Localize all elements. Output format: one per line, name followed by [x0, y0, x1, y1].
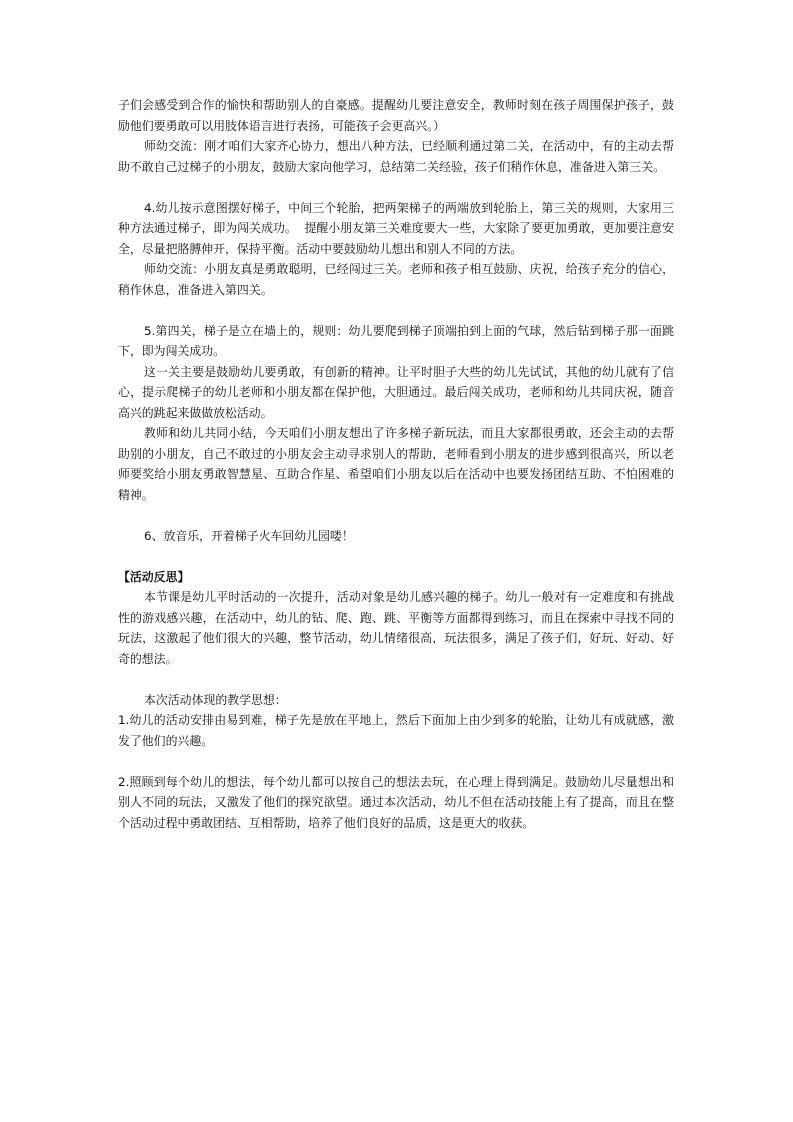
paragraph — [118, 587, 674, 669]
text-line: 玩法，这激起了他们很大的兴趣，整节活动，幼儿情绪很高，玩法很多，满足了孩子们，好玩、好动、好 — [118, 631, 674, 645]
paragraph — [118, 321, 674, 362]
text-line: 发了他们的兴趣。 — [118, 733, 214, 748]
blank-line — [118, 546, 674, 567]
text-line: 稍作休息，准备进入第四关。 — [118, 282, 273, 297]
text-line: 性的游戏感兴趣，在活动中，幼儿的钻、爬、跑、跳、平衡等方面都得到练习，而且在探索中寻找不同的 — [118, 610, 674, 625]
text-line: 个活动过程中勇敢团结、互相帮助，培养了他们良好的品质，这是更大的收获。 — [118, 815, 535, 830]
text-line: 6、放音乐，开着梯子火车回幼儿园喽！ — [144, 528, 354, 543]
blank-line — [118, 505, 674, 526]
text-line: 励他们要勇敢可以用肢体语言进行表扬，可能孩子会更高兴。） — [118, 118, 445, 133]
blank-line — [118, 751, 674, 772]
text-line: 师要奖给小朋友勇敢智慧星、互助合作星、希望咱们小朋友以后在活动中也要发扬团结互助、不怕困难的 — [118, 467, 674, 481]
text-line: 精神。 — [118, 487, 154, 502]
paragraph — [118, 198, 674, 260]
blank-line — [118, 177, 674, 198]
text-line: 子们会感受到合作的愉快和帮助别人的自豪感。提醒幼儿要注意安全，教师时刻在孩子周围保护孩子，鼓 — [118, 98, 674, 112]
text-line: 师幼交流：小朋友真是勇敢聪明，已经闯过三关。老师和孩子相互鼓励、庆祝，给孩子充分的信心， — [144, 262, 674, 276]
text-line: 本节课是幼儿平时活动的一次提升，活动对象是幼儿感兴趣的梯子。幼儿一般对有一定难度和有挑战 — [144, 590, 674, 604]
paragraph — [118, 136, 674, 177]
text-line: 别人不同的玩法，又激发了他们的探究欲望。通过本次活动，幼儿不但在活动技能上有了提高，而且在整 — [118, 795, 674, 809]
text-line: 下，即为闯关成功。 — [118, 344, 226, 358]
text-line: 教师和幼儿共同小结，今天咱们小朋友想出了许多梯子新玩法，而且大家都很勇敢，还会主动的去帮 — [144, 426, 674, 440]
reflection-section — [118, 567, 674, 834]
text-line: 助不敢自己过梯子的小朋友，鼓励大家向他学习，总结第二关经验，孩子们稍作休息，准备进入第三关。 — [118, 159, 665, 174]
paragraph — [118, 362, 674, 424]
paragraph — [118, 526, 674, 547]
paragraph — [118, 259, 674, 300]
text-line: 5.第四关，梯子是立在墙上的，规则：幼儿要爬到梯子顶端拍到上面的气球，然后钻到梯子那一面跳 — [144, 323, 674, 338]
paragraph — [118, 423, 674, 505]
text-line: 2.照顾到每个幼儿的想法，每个幼儿都可以按自己的想法去玩，在心理上得到满足。鼓励幼儿尽量想出和 — [118, 774, 674, 789]
text-line: 全，尽量把胳膊伸开，保持平衡。活动中要鼓励幼儿想出和别人不同的方法。 — [118, 241, 523, 256]
text-line: 师幼交流：刚才咱们大家齐心协力，想出八种方法，已经顺利通过第二关，在活动中，有的主动去帮 — [144, 139, 674, 153]
text-line: 4.幼儿按示意图摆好梯子，中间三个轮胎，把两架梯子的两端放到轮胎上，第三关的规则，大家用三 — [144, 200, 674, 215]
paragraph — [118, 95, 674, 136]
document-page — [118, 95, 674, 833]
text-line: 奇的想法。 — [118, 651, 178, 666]
blank-line — [118, 669, 674, 690]
paragraph — [118, 690, 674, 711]
text-line: 助别的小朋友，自己不敢过的小朋友会主动寻求别人的帮助，老师看到小朋友的进步感到很高兴，所以老 — [118, 446, 674, 461]
text-line: 心，提示爬梯子的幼儿老师和小朋友都在保护他，大胆通过。最后闯关成功，老师和幼儿共同庆祝，随音 — [118, 385, 674, 399]
paragraph — [118, 710, 674, 751]
blank-line — [118, 300, 674, 321]
text-line: 本次活动体现的教学思想： — [144, 692, 287, 707]
text-line: 1.幼儿的活动安排由易到难，梯子先是放在平地上，然后下面加上由少到多的轮胎，让幼儿有成就感，激 — [118, 713, 674, 727]
text-line: 高兴的跳起来做做放松活动。 — [118, 405, 273, 420]
text-line: 这一关主要是鼓励幼儿要勇敢，有创新的精神。让平时胆子大些的幼儿先试试，其他的幼儿就有了信 — [144, 364, 674, 379]
paragraph — [118, 772, 674, 834]
section-heading: 【活动反思】 — [118, 569, 190, 584]
text-line: 种方法通过梯子，即为闯关成功。 提醒小朋友第三关难度要大一些，大家除了要更加勇敢，更加要注意安 — [118, 221, 674, 235]
